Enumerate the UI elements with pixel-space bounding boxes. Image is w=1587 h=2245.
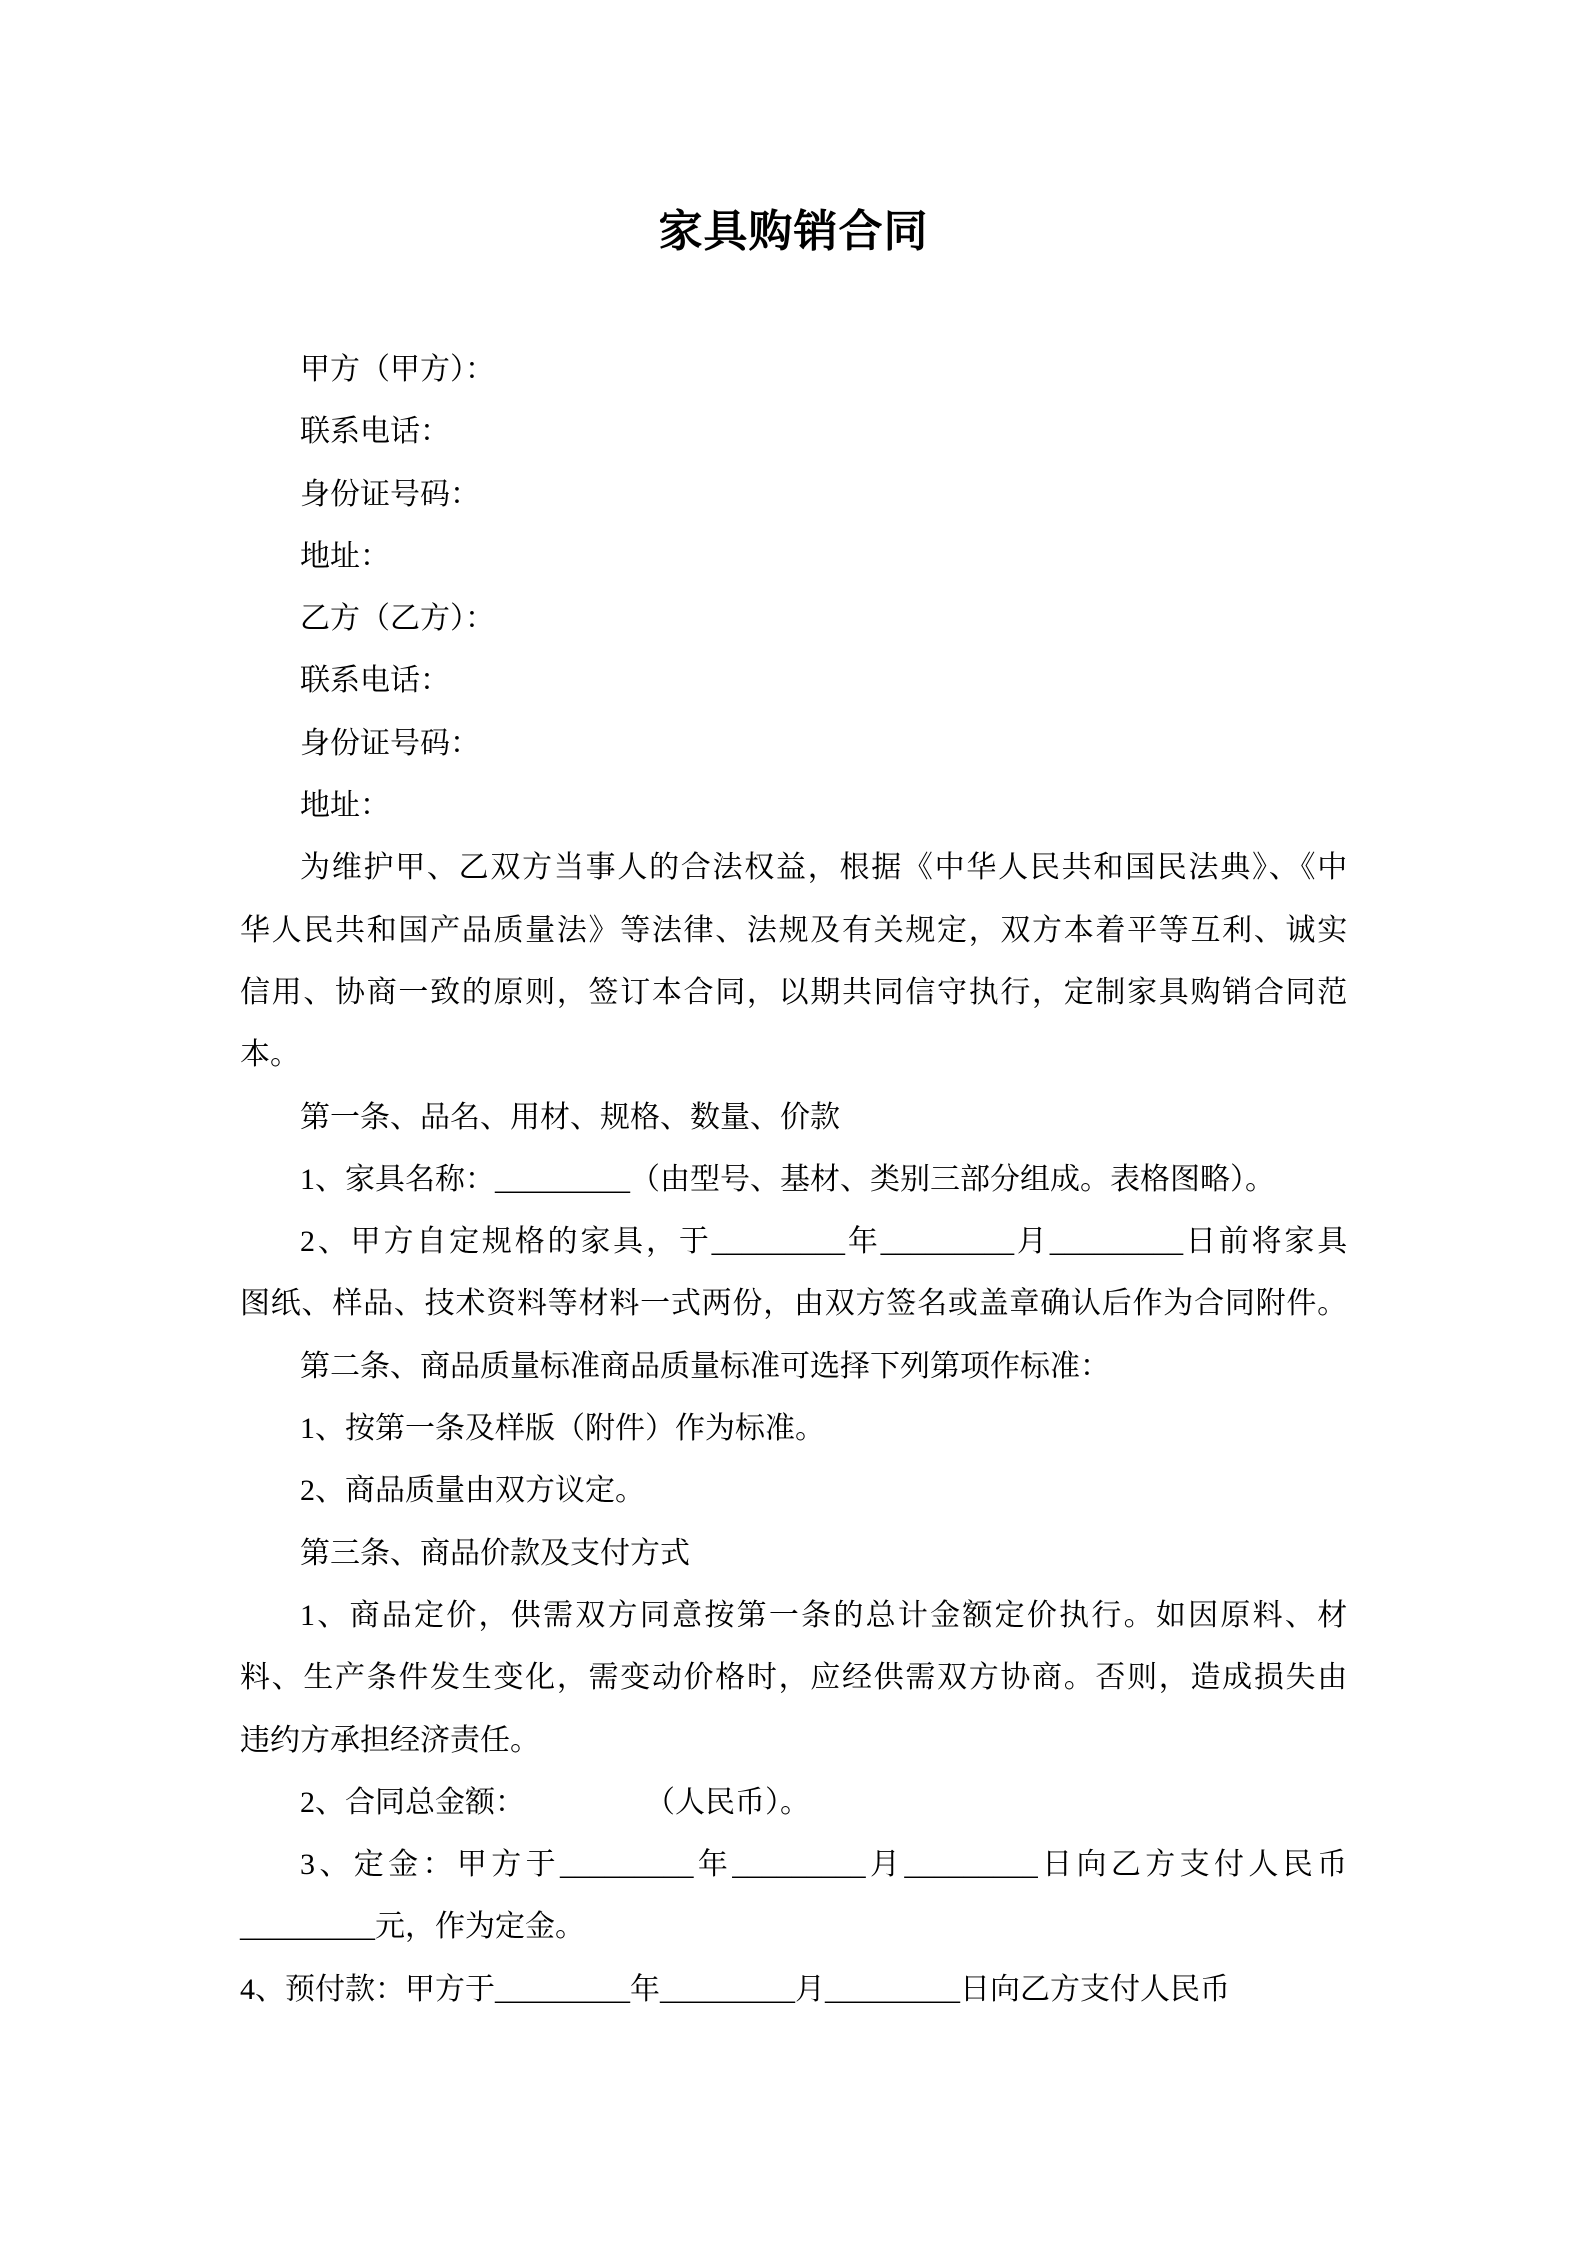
contract-line: 1、家具名称：_________（由型号、基材、类别三部分组成。表格图略）。 (300, 1162, 1275, 1196)
contract-line: 联系电话： (300, 415, 450, 449)
contract-line: 2、甲方自定规格的家具，于_________年_________月_________日前将家具 (300, 1225, 1347, 1259)
contract-line: 1、商品定价，供需双方同意按第一条的总计金额定价执行。如因原料、材 (300, 1598, 1347, 1632)
contract-body (240, 339, 1347, 2021)
contract-line: 1、按第一条及样版（附件）作为标准。 (300, 1412, 825, 1446)
contract-line: 第三条、商品价款及支付方式 (300, 1536, 690, 1570)
contract-line: 联系电话： (300, 664, 450, 698)
contract-line: 第二条、商品质量标准商品质量标准可选择下列第项作标准： (300, 1349, 1110, 1383)
contract-line: 乙方（乙方）： (300, 602, 495, 636)
contract-line: 2、商品质量由双方议定。 (300, 1474, 645, 1508)
contract-line: 2、合同总金额： （人民币）。 (300, 1785, 810, 1819)
contract-line: 甲方（甲方）： (300, 353, 495, 386)
contract-line: 3、定金：甲方于_________年_________月_________日向乙方支付人民币 (300, 1848, 1347, 1882)
contract-line: 为维护甲、乙双方当事人的合法权益，根据《中华人民共和国民法典》、《中 (300, 851, 1347, 885)
contract-line: 4、预付款：甲方于_________年_________月_________日向乙方支付人民币 (240, 1972, 1230, 2006)
contract-line: 第一条、品名、用材、规格、数量、价款 (300, 1100, 840, 1134)
page-content (240, 0, 1347, 2021)
contract-line: 本。 (240, 1038, 300, 1072)
contract-line: 地址： (300, 789, 390, 823)
contract-line: 违约方承担经济责任。 (240, 1723, 540, 1757)
contract-line: 身份证号码： (300, 477, 480, 511)
contract-line: 图纸、样品、技术资料等材料一式两份，由双方签名或盖章确认后作为合同附件。 (240, 1287, 1347, 1321)
contract-line: 料、生产条件发生变化，需变动价格时，应经供需双方协商。否则，造成损失由 (240, 1661, 1347, 1695)
contract-line: 地址： (300, 539, 390, 573)
contract-line: _________元，作为定金。 (240, 1910, 585, 1944)
contract-line: 华人民共和国产品质量法》等法律、法规及有关规定，双方本着平等互利、诚实 (240, 913, 1347, 947)
document-title: 家具购销合同 (658, 207, 929, 256)
contract-line: 信用、协商一致的原则，签订本合同，以期共同信守执行，定制家具购销合同范 (240, 975, 1347, 1009)
contract-line: 身份证号码： (300, 726, 480, 760)
